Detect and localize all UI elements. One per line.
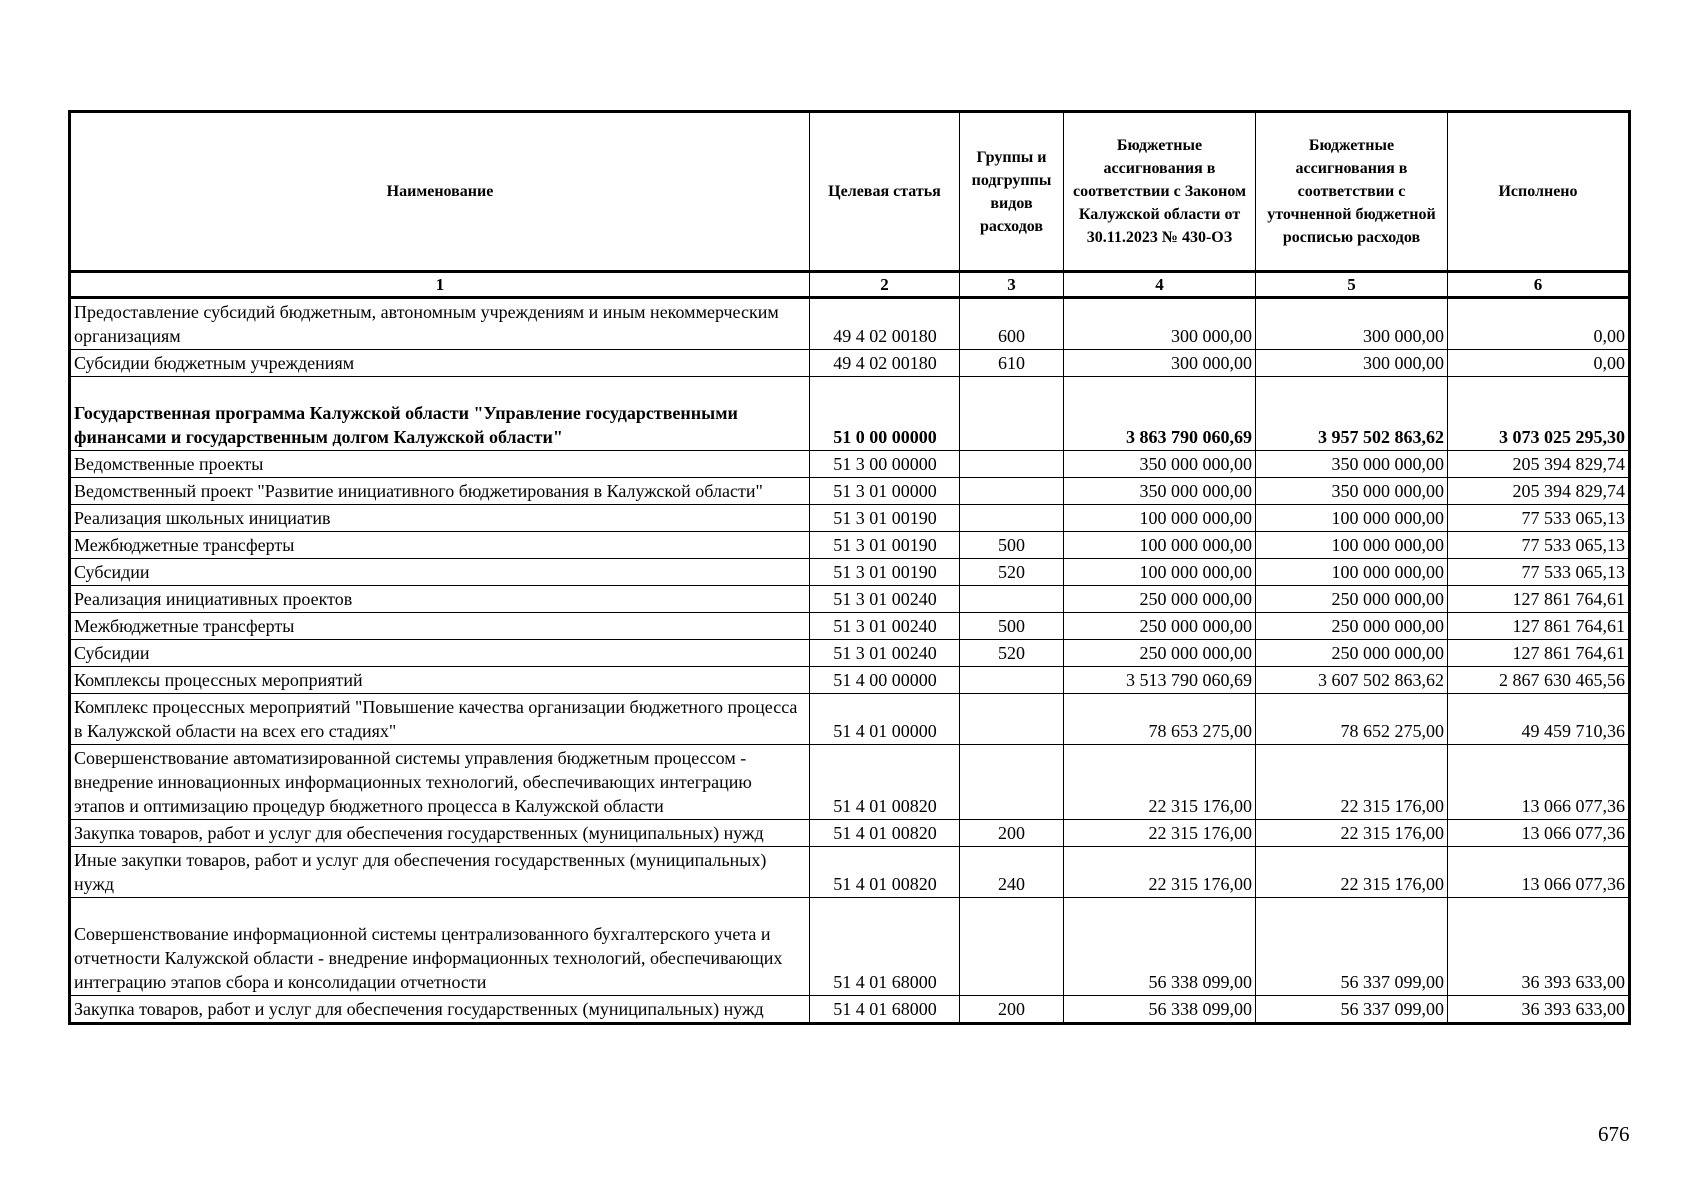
row-name: Комплексы процессных мероприятий [70, 667, 810, 694]
row-name: Субсидии [70, 559, 810, 586]
row-expense-group: 200 [960, 820, 1064, 847]
row-name: Предоставление субсидий бюджетным, автономным учреждениям и иным некоммерческим организациям [70, 298, 810, 350]
row-law-allocation: 100 000 000,00 [1064, 505, 1256, 532]
table-row [70, 377, 1630, 451]
row-target-article: 51 4 01 00000 [810, 694, 960, 745]
row-target-article: 51 4 01 68000 [810, 996, 960, 1024]
row-executed: 13 066 077,36 [1448, 847, 1630, 898]
row-target-article: 51 0 00 00000 [810, 377, 960, 451]
row-expense-group: 240 [960, 847, 1064, 898]
header-row [70, 112, 1630, 272]
row-target-article: 51 3 01 00000 [810, 478, 960, 505]
budget-table [68, 110, 1631, 1025]
row-executed: 36 393 633,00 [1448, 996, 1630, 1024]
table-row [70, 640, 1630, 667]
row-expense-group: 520 [960, 640, 1064, 667]
row-law-allocation: 78 653 275,00 [1064, 694, 1256, 745]
row-law-allocation: 300 000,00 [1064, 350, 1256, 377]
table-row [70, 694, 1630, 745]
row-name: Ведомственный проект "Развитие инициативного бюджетирования в Калужской области" [70, 478, 810, 505]
column-number: 1 [70, 272, 810, 298]
row-executed: 77 533 065,13 [1448, 559, 1630, 586]
row-name: Закупка товаров, работ и услуг для обеспечения государственных (муниципальных) нужд [70, 996, 810, 1024]
row-law-allocation: 100 000 000,00 [1064, 532, 1256, 559]
row-name: Совершенствование информационной системы централизованного бухгалтерского учета и отчетности Калужской области - внедрение информационных технологий, обеспечивающих интеграцию этапов сбора и консолидации отчетности [70, 898, 810, 996]
row-expense-group: 600 [960, 298, 1064, 350]
table-row [70, 505, 1630, 532]
row-name: Иные закупки товаров, работ и услуг для обеспечения государственных (муниципальных) нужд [70, 847, 810, 898]
row-name: Закупка товаров, работ и услуг для обеспечения государственных (муниципальных) нужд [70, 820, 810, 847]
header-expense-groups: Группы и подгруппы видов расходов [960, 112, 1064, 272]
header-law-allocations: Бюджетные ассигнования в соответствии с Законом Калужской области от 30.11.2023 № 430-ОЗ [1064, 112, 1256, 272]
row-law-allocation: 3 863 790 060,69 [1064, 377, 1256, 451]
table-row [70, 451, 1630, 478]
row-name: Реализация инициативных проектов [70, 586, 810, 613]
row-name: Государственная программа Калужской области "Управление государственными финансами и государственным долгом Калужской области" [70, 377, 810, 451]
row-name: Межбюджетные трансферты [70, 532, 810, 559]
row-executed: 3 073 025 295,30 [1448, 377, 1630, 451]
table-row [70, 745, 1630, 820]
row-law-allocation: 22 315 176,00 [1064, 847, 1256, 898]
row-refined-allocation: 350 000 000,00 [1256, 478, 1448, 505]
column-number: 5 [1256, 272, 1448, 298]
row-executed: 77 533 065,13 [1448, 505, 1630, 532]
row-refined-allocation: 100 000 000,00 [1256, 559, 1448, 586]
row-refined-allocation: 22 315 176,00 [1256, 745, 1448, 820]
row-refined-allocation: 22 315 176,00 [1256, 820, 1448, 847]
row-executed: 13 066 077,36 [1448, 820, 1630, 847]
row-target-article: 51 3 01 00190 [810, 505, 960, 532]
table-row [70, 478, 1630, 505]
row-name: Совершенствование автоматизированной системы управления бюджетным процессом - внедрение инновационных информационных технологий, обеспечивающих интеграцию этапов и оптимизацию процедур бюджетного процесса в Калужской области [70, 745, 810, 820]
row-expense-group [960, 667, 1064, 694]
row-law-allocation: 22 315 176,00 [1064, 820, 1256, 847]
row-expense-group [960, 505, 1064, 532]
row-refined-allocation: 22 315 176,00 [1256, 847, 1448, 898]
row-target-article: 49 4 02 00180 [810, 298, 960, 350]
table-row [70, 667, 1630, 694]
row-target-article: 51 4 01 00820 [810, 820, 960, 847]
row-expense-group: 610 [960, 350, 1064, 377]
row-refined-allocation: 300 000,00 [1256, 350, 1448, 377]
row-name: Субсидии [70, 640, 810, 667]
row-refined-allocation: 78 652 275,00 [1256, 694, 1448, 745]
row-executed: 77 533 065,13 [1448, 532, 1630, 559]
row-law-allocation: 350 000 000,00 [1064, 478, 1256, 505]
row-expense-group [960, 898, 1064, 996]
row-executed: 127 861 764,61 [1448, 586, 1630, 613]
row-refined-allocation: 350 000 000,00 [1256, 451, 1448, 478]
row-law-allocation: 56 338 099,00 [1064, 996, 1256, 1024]
row-refined-allocation: 100 000 000,00 [1256, 505, 1448, 532]
column-number: 4 [1064, 272, 1256, 298]
column-number: 3 [960, 272, 1064, 298]
row-refined-allocation: 250 000 000,00 [1256, 613, 1448, 640]
row-law-allocation: 3 513 790 060,69 [1064, 667, 1256, 694]
row-expense-group: 500 [960, 532, 1064, 559]
row-refined-allocation: 3 607 502 863,62 [1256, 667, 1448, 694]
row-target-article: 51 4 01 00820 [810, 847, 960, 898]
row-expense-group [960, 586, 1064, 613]
row-expense-group: 200 [960, 996, 1064, 1024]
row-refined-allocation: 3 957 502 863,62 [1256, 377, 1448, 451]
row-target-article: 51 3 01 00240 [810, 586, 960, 613]
table-row [70, 898, 1630, 996]
table-row [70, 613, 1630, 640]
row-target-article: 51 4 01 68000 [810, 898, 960, 996]
row-target-article: 49 4 02 00180 [810, 350, 960, 377]
row-target-article: 51 4 00 00000 [810, 667, 960, 694]
row-name: Комплекс процессных мероприятий "Повышение качества организации бюджетного процесса в Калужской области на всех его стадиях" [70, 694, 810, 745]
row-target-article: 51 3 00 00000 [810, 451, 960, 478]
row-expense-group [960, 745, 1064, 820]
table-row [70, 298, 1630, 350]
row-law-allocation: 300 000,00 [1064, 298, 1256, 350]
row-executed: 205 394 829,74 [1448, 478, 1630, 505]
row-expense-group: 520 [960, 559, 1064, 586]
row-executed: 127 861 764,61 [1448, 613, 1630, 640]
row-law-allocation: 56 338 099,00 [1064, 898, 1256, 996]
row-law-allocation: 250 000 000,00 [1064, 613, 1256, 640]
row-law-allocation: 22 315 176,00 [1064, 745, 1256, 820]
table-row [70, 350, 1630, 377]
row-name: Ведомственные проекты [70, 451, 810, 478]
row-target-article: 51 3 01 00240 [810, 613, 960, 640]
row-target-article: 51 3 01 00240 [810, 640, 960, 667]
table-row [70, 586, 1630, 613]
row-law-allocation: 350 000 000,00 [1064, 451, 1256, 478]
page-number: 676 [1598, 1122, 1630, 1146]
row-refined-allocation: 300 000,00 [1256, 298, 1448, 350]
row-target-article: 51 3 01 00190 [810, 532, 960, 559]
table-row [70, 559, 1630, 586]
column-number: 6 [1448, 272, 1630, 298]
row-target-article: 51 4 01 00820 [810, 745, 960, 820]
row-expense-group [960, 694, 1064, 745]
table-row [70, 820, 1630, 847]
table-row [70, 847, 1630, 898]
table-row [70, 996, 1630, 1024]
row-expense-group [960, 377, 1064, 451]
row-expense-group [960, 451, 1064, 478]
row-name: Субсидии бюджетным учреждениям [70, 350, 810, 377]
row-executed: 13 066 077,36 [1448, 745, 1630, 820]
header-target-article: Целевая статья [810, 112, 960, 272]
header-refined-allocations: Бюджетные ассигнования в соответствии с уточненной бюджетной росписью расходов [1256, 112, 1448, 272]
row-law-allocation: 100 000 000,00 [1064, 559, 1256, 586]
row-expense-group [960, 478, 1064, 505]
row-target-article: 51 3 01 00190 [810, 559, 960, 586]
row-refined-allocation: 250 000 000,00 [1256, 640, 1448, 667]
row-executed: 49 459 710,36 [1448, 694, 1630, 745]
row-executed: 2 867 630 465,56 [1448, 667, 1630, 694]
row-refined-allocation: 56 337 099,00 [1256, 898, 1448, 996]
row-refined-allocation: 100 000 000,00 [1256, 532, 1448, 559]
row-executed: 0,00 [1448, 350, 1630, 377]
table-body [70, 298, 1630, 1024]
table-row [70, 532, 1630, 559]
row-executed: 36 393 633,00 [1448, 898, 1630, 996]
row-law-allocation: 250 000 000,00 [1064, 586, 1256, 613]
row-name: Реализация школьных инициатив [70, 505, 810, 532]
column-number-row [70, 272, 1630, 298]
row-executed: 0,00 [1448, 298, 1630, 350]
row-refined-allocation: 56 337 099,00 [1256, 996, 1448, 1024]
row-executed: 127 861 764,61 [1448, 640, 1630, 667]
row-expense-group: 500 [960, 613, 1064, 640]
row-name: Межбюджетные трансферты [70, 613, 810, 640]
column-number: 2 [810, 272, 960, 298]
header-name: Наименование [70, 112, 810, 272]
header-executed: Исполнено [1448, 112, 1630, 272]
row-law-allocation: 250 000 000,00 [1064, 640, 1256, 667]
row-executed: 205 394 829,74 [1448, 451, 1630, 478]
row-refined-allocation: 250 000 000,00 [1256, 586, 1448, 613]
